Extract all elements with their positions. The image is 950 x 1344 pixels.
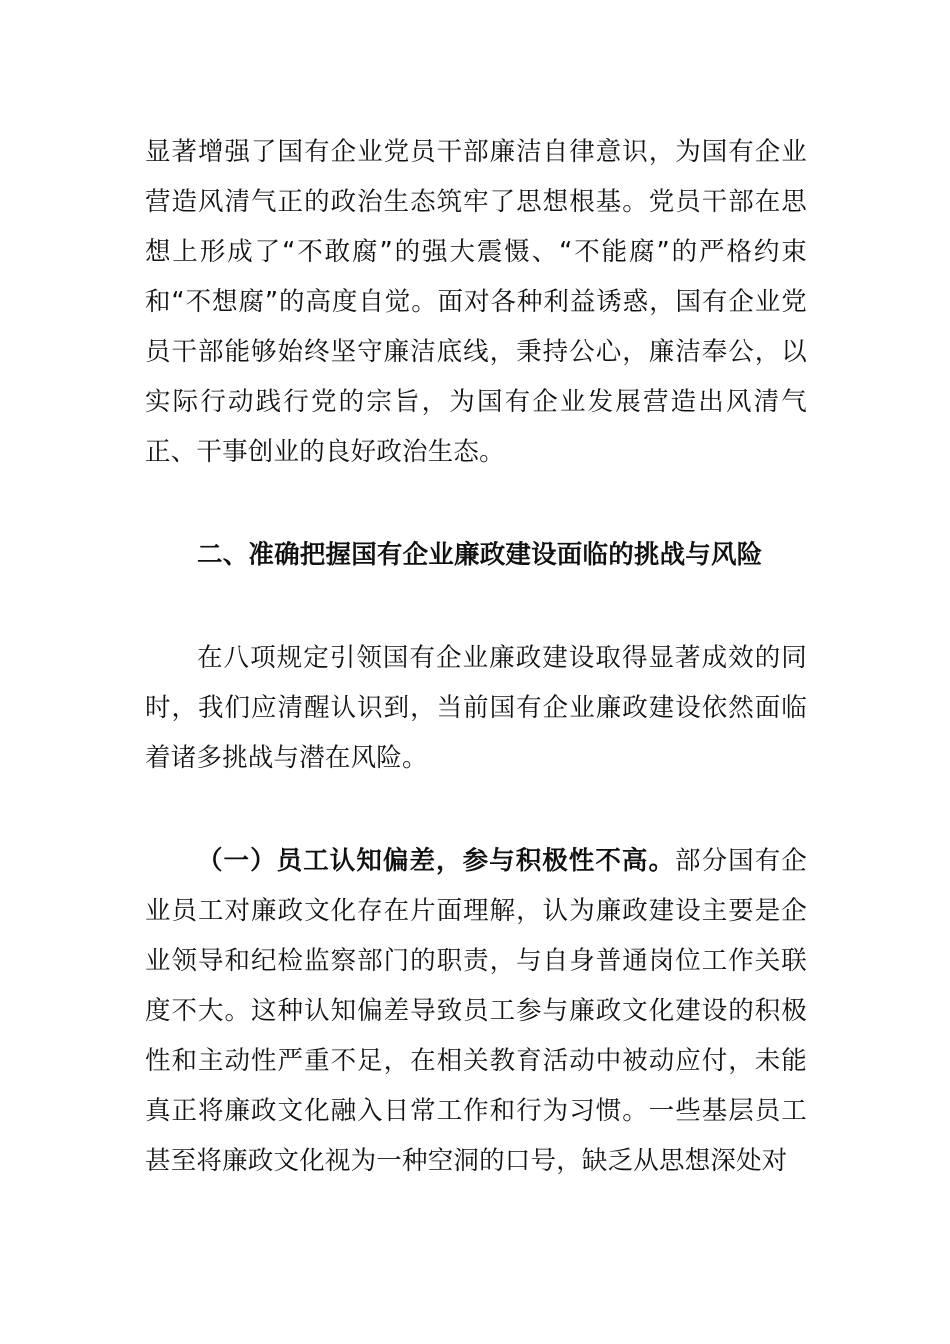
subsection-text: 部分国有企业员工对廉政文化存在片面理解，认为廉政建设主要是企业领导和纪检监察部门的职责，与自身普通岗位工作关联度不大。这种认知偏差导致员工参与廉政文化建设的积极性和主动性严重不足，在相关教育活动中被动应付，未能真正将廉政文化融入日常工作和行为习惯。一些基层员工甚至将廉政文化视为一种空洞的口号，缺乏从思想深处对 [145,846,807,1176]
subsection-paragraph [145,836,807,1186]
subsection-lead-heading: （一）员工认知偏差，参与积极性不高。 [197,846,676,876]
document-body [145,127,807,1186]
body-paragraph: 显著增强了国有企业党员干部廉洁自律意识，为国有企业营造风清气正的政治生态筑牢了思想根基。党员干部在思想上形成了“不敢腐”的强大震慑、“不能腐”的严格约束和“不想腐”的高度自觉。面对各种利益诱惑，国有企业党员干部能够始终坚守廉洁底线，秉持公心，廉洁奉公，以实际行动践行党的宗旨，为国有企业发展营造出风清气正、干事创业的良好政治生态。 [145,137,807,467]
section-heading: 二、准确把握国有企业廉政建设面临的挑战与风险 [197,540,763,570]
body-paragraph: 在八项规定引领国有企业廉政建设取得显著成效的同时，我们应清醒认识到，当前国有企业廉政建设依然面临着诸多挑战与潜在风险。 [145,643,807,773]
